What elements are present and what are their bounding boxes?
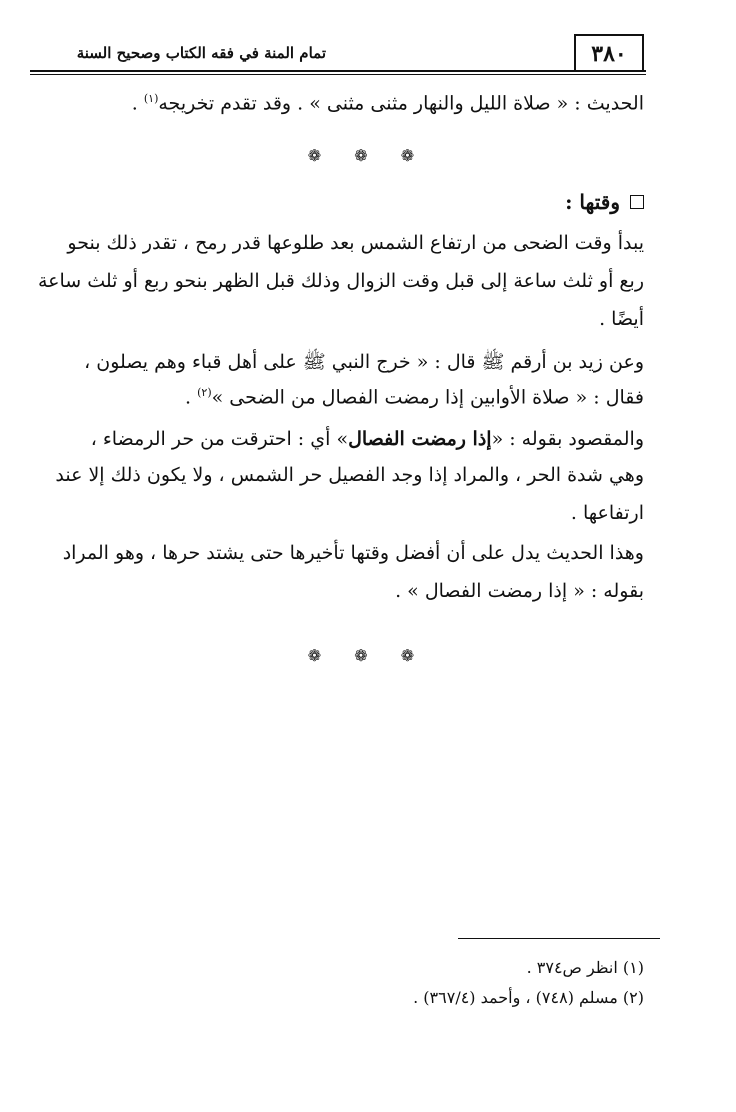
header-rule-thin bbox=[30, 74, 646, 75]
paragraph-line: والمقصود بقوله : «إذا رمضت الفصال» أي : احترقت من حر الرمضاء ، bbox=[90, 428, 644, 450]
paragraph-line: وهذا الحديث يدل على أن أفضل وقتها تأخيرها حتى يشتد حرها ، وهو المراد bbox=[62, 542, 644, 564]
footnote-separator bbox=[458, 938, 660, 939]
footnote-1: (١) انظر ص٣٧٤ . bbox=[526, 958, 644, 977]
paragraph-line: وعن زيد بن أرقم ﷺ قال : « خرج النبي ﷺ على أهل قباء وهم يصلون ، bbox=[84, 351, 644, 373]
section-heading-text: وقتها : bbox=[565, 190, 620, 214]
header-rule bbox=[30, 70, 646, 72]
section-heading bbox=[565, 190, 644, 214]
quoted-phrase: إذا رمضت الفصال bbox=[348, 428, 492, 450]
section-ornament-bottom: ❁ ❁ ❁ bbox=[307, 646, 429, 665]
section-ornament-top: ❁ ❁ ❁ bbox=[307, 146, 429, 165]
footnote-ref-1[interactable]: (١) bbox=[143, 92, 159, 105]
paragraph-line: ربع أو ثلث ساعة إلى قبل وقت الزوال وذلك قبل الظهر بنحو ربع أو ثلث ساعة bbox=[37, 270, 644, 292]
footnote-ref-2[interactable]: (٢) bbox=[197, 386, 212, 399]
page-number: ٣٨٠ bbox=[574, 34, 644, 72]
top-paragraph: الحديث : « صلاة الليل والنهار مثنى مثنى » . وقد تقدم تخريجه$^{(١)}$ . bbox=[131, 92, 644, 115]
square-bullet-icon bbox=[630, 195, 644, 209]
footnote-2: (٢) مسلم (٧٤٨) ، وأحمد (٣٦٧/٤) . bbox=[413, 988, 644, 1007]
paragraph-line: ارتفاعها . bbox=[570, 502, 644, 524]
paragraph-line: فقال : « صلاة الأوابين إذا رمضت الفصال من الضحى »$^{(٢)}$ . bbox=[185, 386, 644, 409]
paragraph-line: أيضًا . bbox=[599, 308, 644, 330]
running-title: تمام المنة في فقه الكتاب وصحيح السنة bbox=[76, 44, 326, 62]
paragraph-line: يبدأ وقت الضحى من ارتفاع الشمس بعد طلوعها قدر رمح ، تقدر ذلك بنحو bbox=[67, 232, 644, 254]
paragraph-line: وهي شدة الحر ، والمراد إذا وجد الفصيل حر الشمس ، ولا يكون ذلك إلا عند bbox=[55, 464, 644, 486]
paragraph-line: بقوله : « إذا رمضت الفصال » . bbox=[395, 580, 644, 602]
